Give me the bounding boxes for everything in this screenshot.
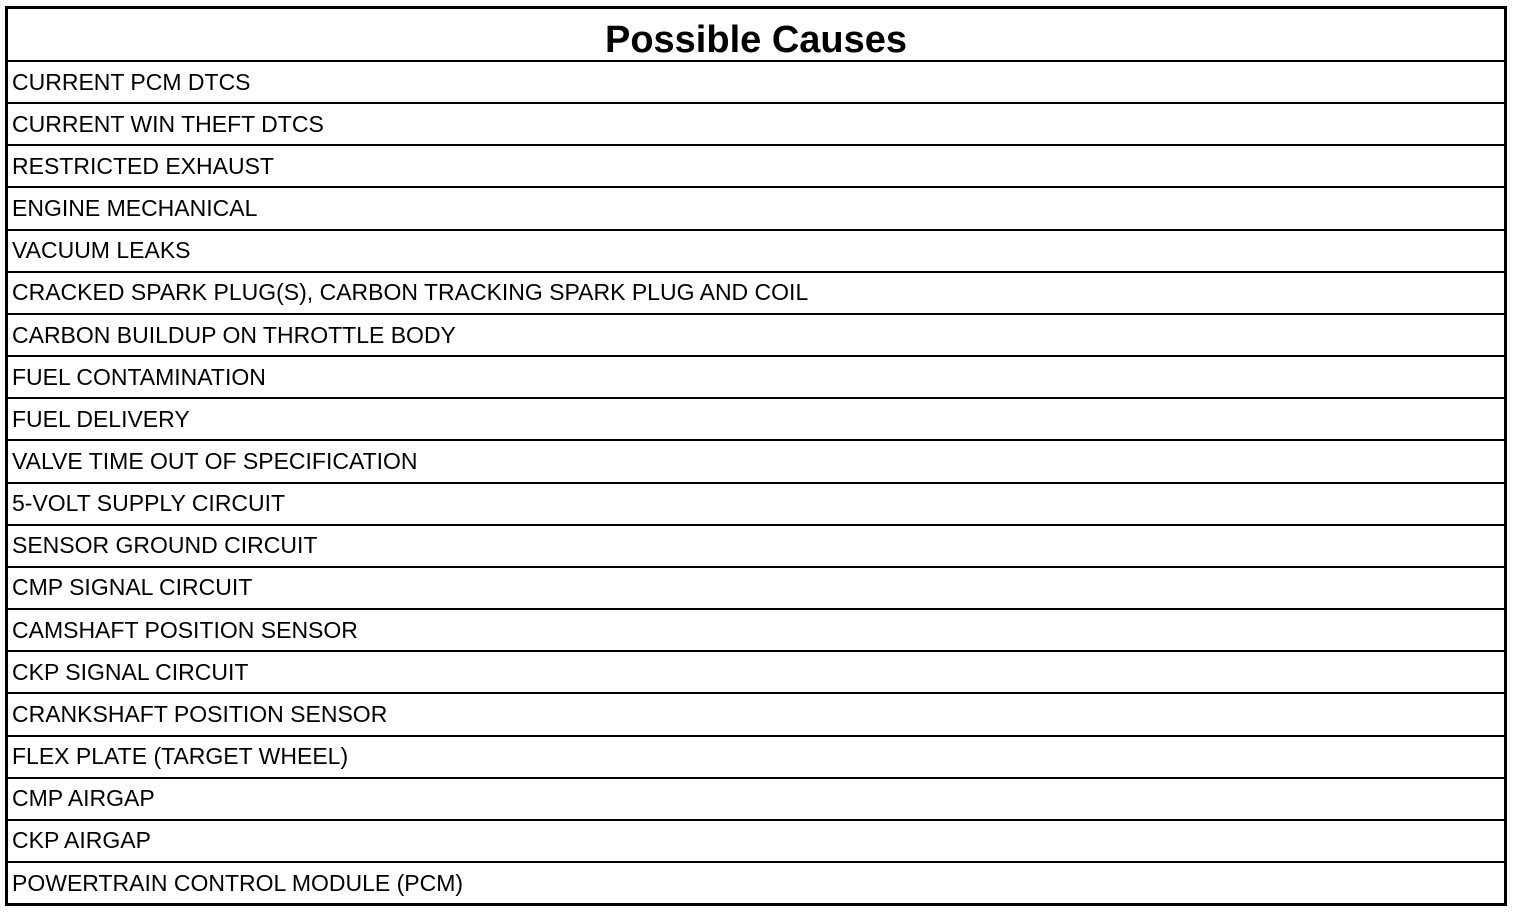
table-row: 5-VOLT SUPPLY CIRCUIT [8,484,1504,526]
table-row: VALVE TIME OUT OF SPECIFICATION [8,441,1504,483]
table-row: CMP SIGNAL CIRCUIT [8,568,1504,610]
table-row: CURRENT WIN THEFT DTCS [8,104,1504,146]
table-row: SENSOR GROUND CIRCUIT [8,526,1504,568]
table-body [8,62,1504,903]
table-row: CKP SIGNAL CIRCUIT [8,652,1504,694]
table-row: VACUUM LEAKS [8,231,1504,273]
table-row: FUEL DELIVERY [8,399,1504,441]
table-row: CRANKSHAFT POSITION SENSOR [8,694,1504,736]
table-row: CMP AIRGAP [8,779,1504,821]
table-row: CURRENT PCM DTCS [8,62,1504,104]
table-title: Possible Causes [604,19,908,61]
possible-causes-table [5,6,1507,906]
table-row: CRACKED SPARK PLUG(S), CARBON TRACKING SPARK PLUG AND COIL [8,273,1504,315]
table-row: CARBON BUILDUP ON THROTTLE BODY [8,315,1504,357]
table-row: CAMSHAFT POSITION SENSOR [8,610,1504,652]
table-row: POWERTRAIN CONTROL MODULE (PCM) [12,869,464,896]
table-row: FUEL CONTAMINATION [8,357,1504,399]
table-row: CKP AIRGAP [8,821,1504,863]
table-row: RESTRICTED EXHAUST [8,146,1504,188]
table-row: FLEX PLATE (TARGET WHEEL) [8,737,1504,779]
table-header [8,9,1504,62]
table-row: ENGINE MECHANICAL [8,188,1504,230]
